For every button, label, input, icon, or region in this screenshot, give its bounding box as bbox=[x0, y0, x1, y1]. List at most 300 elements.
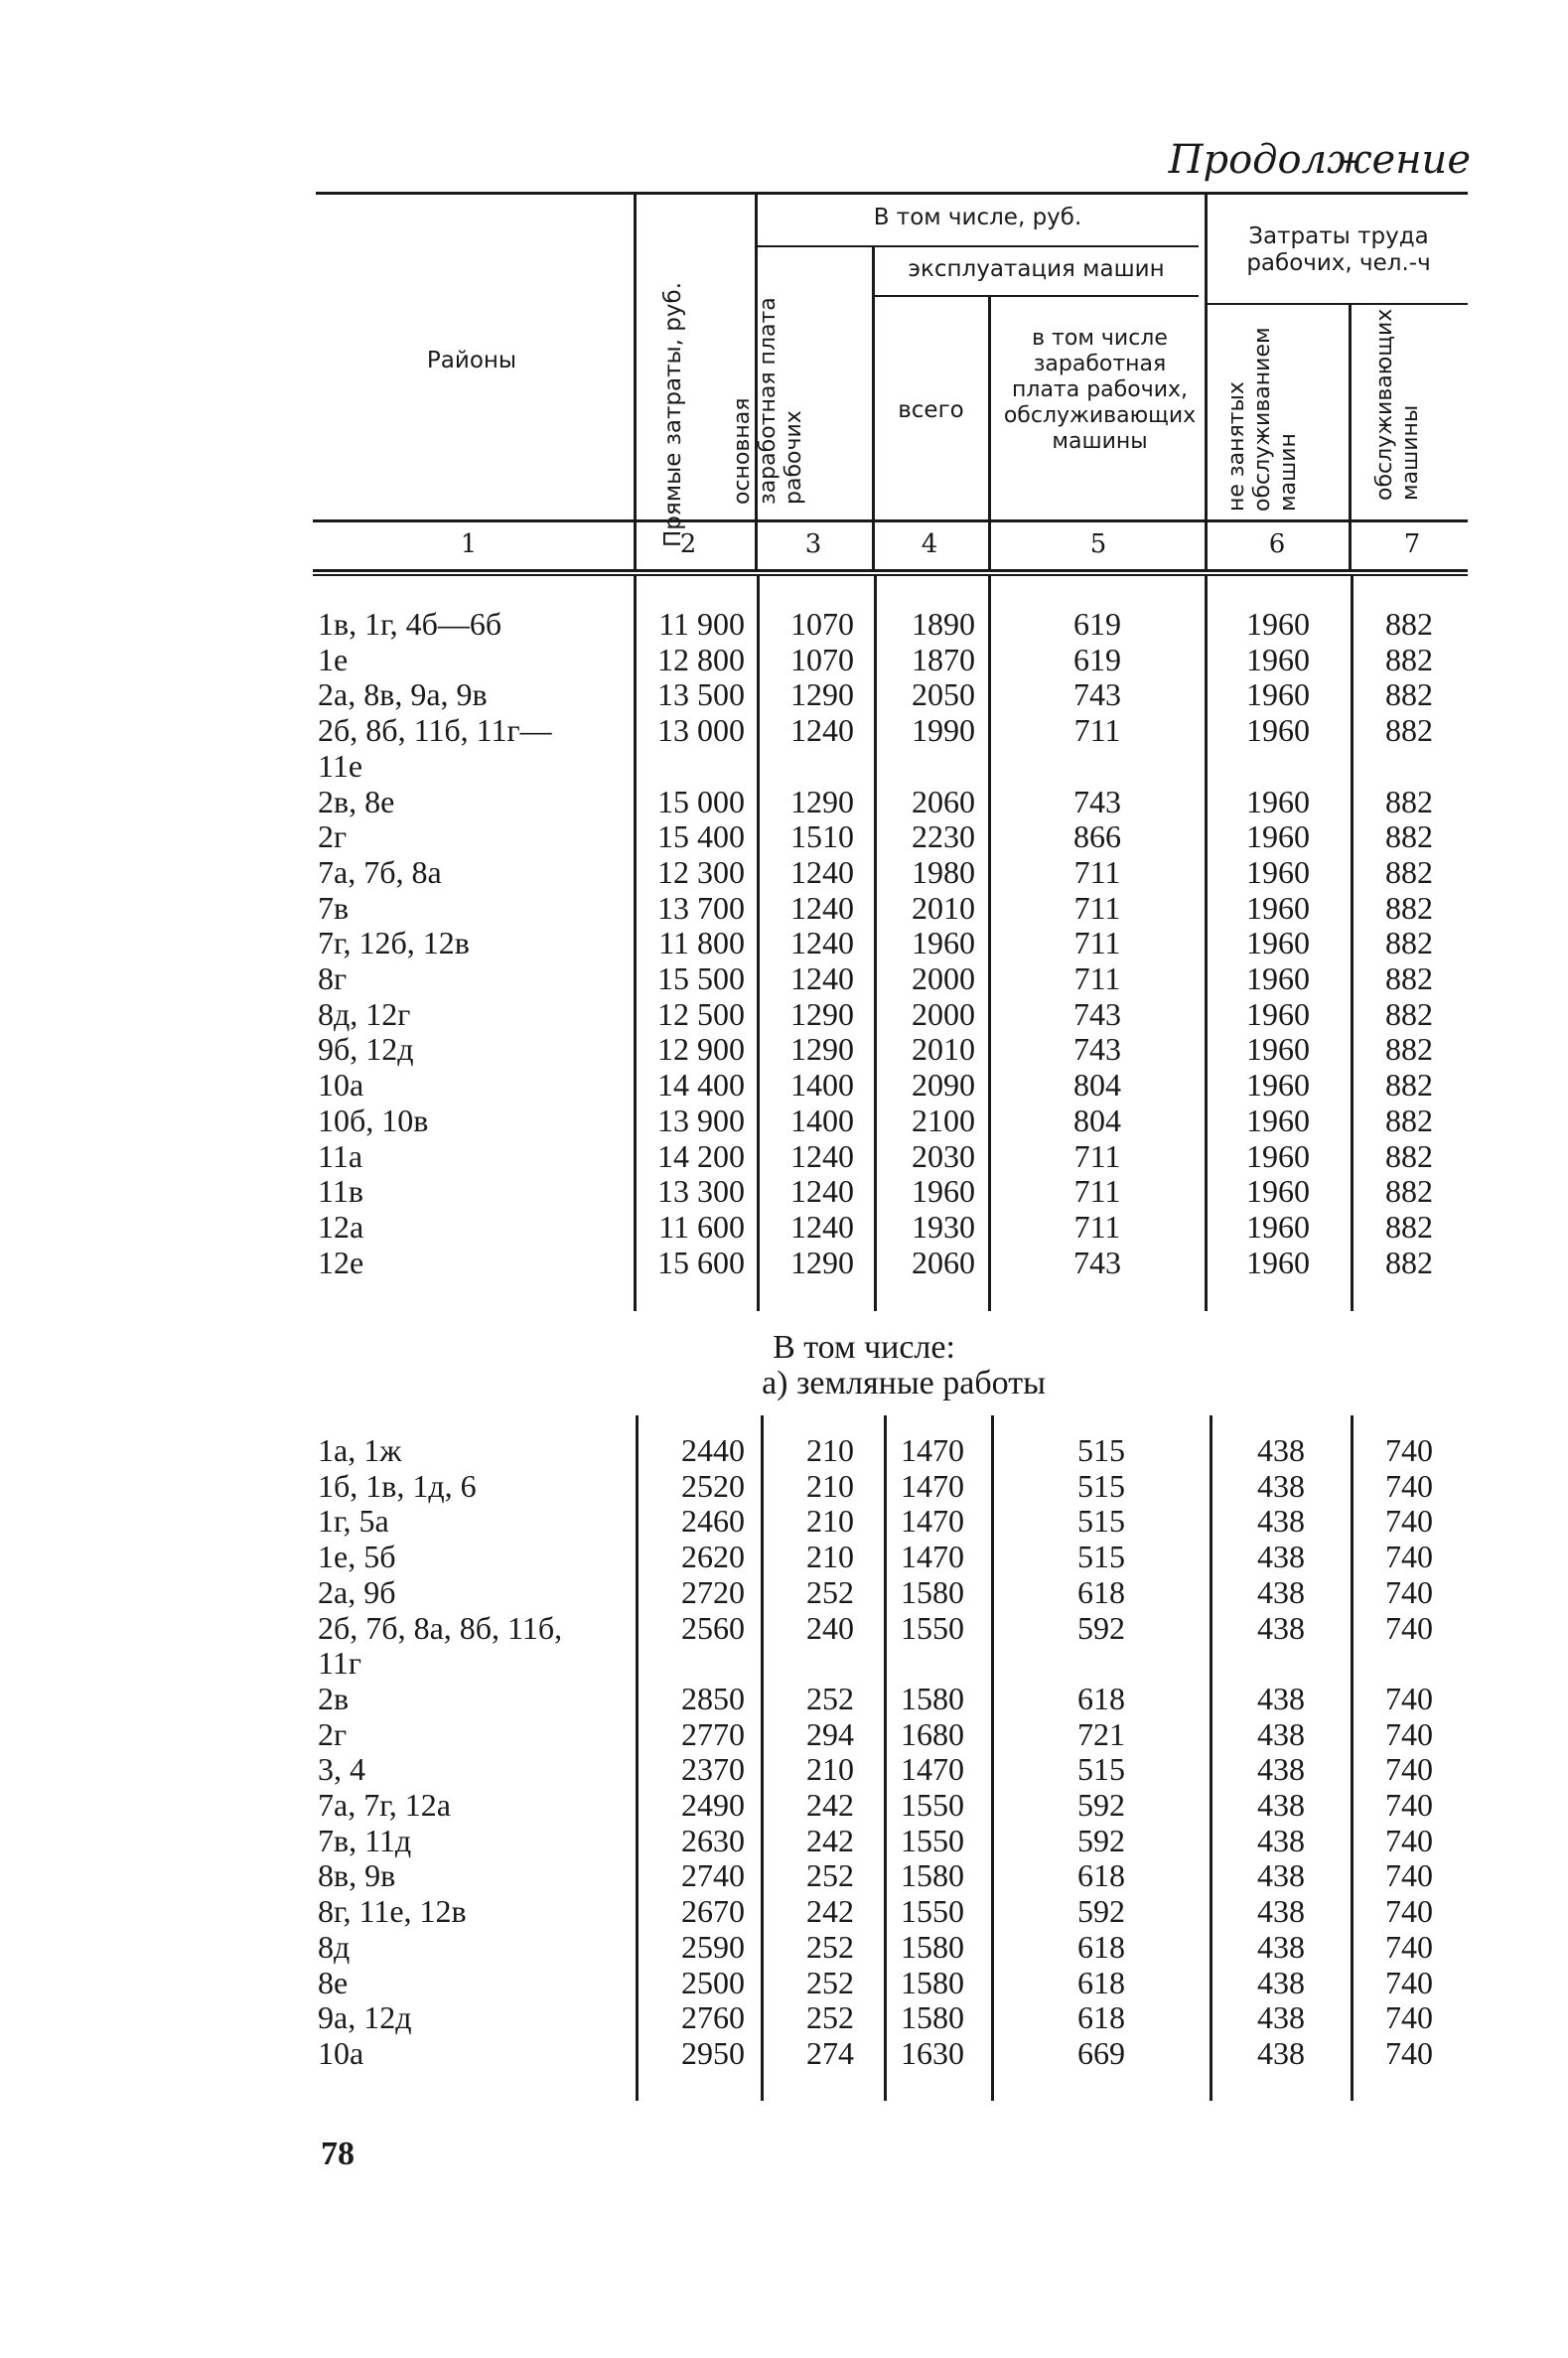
labor-not-occupied-cell: 438 bbox=[1257, 1964, 1305, 2000]
table-row bbox=[0, 642, 1568, 677]
column-number: 1 bbox=[460, 529, 478, 559]
machine-wages-cell: 804 bbox=[1073, 1102, 1121, 1138]
machine-total-cell: 1930 bbox=[912, 1208, 975, 1245]
table-row bbox=[0, 1138, 1568, 1174]
labor-not-occupied-cell: 438 bbox=[1257, 1715, 1305, 1752]
labor-servicing-cell: 882 bbox=[1385, 1173, 1433, 1210]
direct-costs-cell: 2560 bbox=[681, 1609, 745, 1646]
labor-servicing-cell: 740 bbox=[1385, 1928, 1433, 1965]
machine-wages-cell: 743 bbox=[1073, 1244, 1121, 1280]
labor-servicing-cell: 882 bbox=[1385, 925, 1433, 961]
table-row bbox=[0, 676, 1568, 712]
direct-costs-cell: 13 000 bbox=[657, 712, 745, 749]
direct-costs-cell: 11 900 bbox=[658, 606, 745, 642]
direct-costs-cell: 11 600 bbox=[658, 1208, 745, 1245]
table-row bbox=[0, 1716, 1568, 1752]
machine-wages-cell: 619 bbox=[1073, 641, 1121, 677]
direct-costs-cell: 2670 bbox=[681, 1893, 745, 1930]
page-number: 78 bbox=[321, 2136, 355, 2172]
labor-servicing-cell: 882 bbox=[1385, 1102, 1433, 1138]
region-cell: 8д, 12г bbox=[318, 995, 411, 1032]
table-row bbox=[0, 960, 1568, 996]
header-divider bbox=[988, 296, 991, 572]
column-number: 7 bbox=[1403, 529, 1421, 559]
subheading-including: В том числе: bbox=[773, 1329, 955, 1366]
base-wages-cell: 1400 bbox=[790, 1102, 854, 1138]
labor-servicing-cell: 882 bbox=[1385, 641, 1433, 677]
subheader-rule-3 bbox=[1207, 303, 1468, 305]
machine-wages-cell: 618 bbox=[1077, 1964, 1125, 2000]
labor-servicing-cell: 740 bbox=[1385, 1787, 1433, 1823]
machine-total-cell: 1990 bbox=[912, 712, 975, 749]
labor-not-occupied-cell: 1960 bbox=[1246, 889, 1310, 926]
table-row bbox=[0, 818, 1568, 854]
base-wages-cell: 1240 bbox=[790, 712, 854, 749]
labor-not-occupied-cell: 1960 bbox=[1246, 1067, 1310, 1104]
colnum-bottom-rule bbox=[313, 569, 1468, 572]
header-divider bbox=[634, 195, 637, 572]
base-wages-cell: 1400 bbox=[790, 1067, 854, 1104]
header-labor-costs: Затраты труда рабочих, чел.-ч bbox=[1246, 223, 1431, 276]
table-row bbox=[0, 1929, 1568, 1965]
region-cell: 10а bbox=[318, 2034, 364, 2071]
labor-not-occupied-cell: 438 bbox=[1257, 1609, 1305, 1646]
labor-servicing-cell: 740 bbox=[1385, 1751, 1433, 1788]
labor-not-occupied-cell: 438 bbox=[1257, 1928, 1305, 1965]
labor-not-occupied-cell: 438 bbox=[1257, 1467, 1305, 1504]
machine-total-cell: 1580 bbox=[901, 1964, 964, 2000]
base-wages-cell: 210 bbox=[806, 1432, 854, 1468]
table-row bbox=[0, 1067, 1568, 1103]
region-cell: 2б, 7б, 8а, 8б, 11б, bbox=[318, 1609, 563, 1646]
direct-costs-cell: 13 500 bbox=[657, 676, 745, 713]
direct-costs-cell: 2630 bbox=[681, 1822, 745, 1858]
labor-servicing-cell: 882 bbox=[1385, 1031, 1433, 1068]
machine-wages-cell: 711 bbox=[1073, 1208, 1121, 1245]
labor-servicing-cell: 882 bbox=[1385, 712, 1433, 749]
region-cell: 2в bbox=[318, 1680, 350, 1716]
labor-servicing-cell: 740 bbox=[1385, 1432, 1433, 1468]
labor-not-occupied-cell: 1960 bbox=[1246, 853, 1310, 890]
labor-not-occupied-cell: 438 bbox=[1257, 1751, 1305, 1788]
machine-wages-cell: 669 bbox=[1077, 2034, 1125, 2071]
labor-not-occupied-cell: 1960 bbox=[1246, 1244, 1310, 1280]
labor-servicing-cell: 882 bbox=[1385, 995, 1433, 1032]
region-cell: 12а bbox=[318, 1208, 364, 1245]
base-wages-cell: 252 bbox=[806, 1999, 854, 2036]
region-cell: 9б, 12д bbox=[318, 1031, 414, 1068]
base-wages-cell: 1240 bbox=[790, 1208, 854, 1245]
direct-costs-cell: 2370 bbox=[681, 1751, 745, 1788]
labor-not-occupied-cell: 438 bbox=[1257, 1680, 1305, 1716]
region-cell: 10б, 10в bbox=[318, 1102, 429, 1138]
base-wages-cell: 242 bbox=[806, 1822, 854, 1858]
table-row bbox=[0, 1645, 1568, 1681]
labor-servicing-cell: 882 bbox=[1385, 606, 1433, 642]
labor-not-occupied-cell: 438 bbox=[1257, 2034, 1305, 2071]
labor-servicing-cell: 882 bbox=[1385, 889, 1433, 926]
machine-total-cell: 2060 bbox=[912, 1244, 975, 1280]
region-cell: 11е bbox=[318, 747, 363, 784]
region-cell: 7в, 11д bbox=[318, 1822, 412, 1858]
labor-servicing-cell: 882 bbox=[1385, 1208, 1433, 1245]
table-row bbox=[0, 925, 1568, 960]
region-cell: 8д bbox=[318, 1928, 351, 1965]
region-cell: 1г, 5а bbox=[318, 1503, 389, 1540]
header-top-rule bbox=[316, 192, 1468, 195]
region-cell: 2а, 9б bbox=[318, 1573, 396, 1610]
labor-servicing-cell: 882 bbox=[1385, 1137, 1433, 1174]
table-row bbox=[0, 1610, 1568, 1646]
direct-costs-cell: 2460 bbox=[681, 1503, 745, 1540]
labor-not-occupied-cell: 438 bbox=[1257, 1432, 1305, 1468]
labor-not-occupied-cell: 1960 bbox=[1246, 606, 1310, 642]
labor-not-occupied-cell: 1960 bbox=[1246, 1137, 1310, 1174]
base-wages-cell: 1240 bbox=[790, 925, 854, 961]
subheading-earthworks: а) земляные работы bbox=[762, 1365, 1046, 1401]
base-wages-cell: 1240 bbox=[790, 853, 854, 890]
header-servicing: обслуживающих машины bbox=[1372, 308, 1423, 501]
labor-servicing-cell: 740 bbox=[1385, 1503, 1433, 1540]
base-wages-cell: 252 bbox=[806, 1573, 854, 1610]
machine-total-cell: 2000 bbox=[912, 960, 975, 996]
direct-costs-cell: 2590 bbox=[681, 1928, 745, 1965]
machine-total-cell: 2000 bbox=[912, 995, 975, 1032]
machine-total-cell: 1580 bbox=[901, 1573, 964, 1610]
header-including-rub: В том числе, руб. bbox=[873, 205, 1082, 230]
base-wages-cell: 210 bbox=[806, 1539, 854, 1575]
labor-not-occupied-cell: 438 bbox=[1257, 1573, 1305, 1610]
region-cell: 2в, 8е bbox=[318, 783, 395, 819]
machine-total-cell: 2050 bbox=[912, 676, 975, 713]
labor-not-occupied-cell: 1960 bbox=[1246, 818, 1310, 855]
labor-servicing-cell: 740 bbox=[1385, 1539, 1433, 1575]
base-wages-cell: 252 bbox=[806, 1928, 854, 1965]
header-total: всего bbox=[898, 397, 964, 423]
direct-costs-cell: 2490 bbox=[681, 1787, 745, 1823]
direct-costs-cell: 2950 bbox=[681, 2034, 745, 2071]
table-row bbox=[0, 1539, 1568, 1574]
machine-wages-cell: 592 bbox=[1077, 1893, 1125, 1930]
header-machine-operation: эксплуатация машин bbox=[908, 256, 1165, 282]
column-number: 6 bbox=[1268, 529, 1286, 559]
direct-costs-cell: 12 300 bbox=[657, 853, 745, 890]
region-cell: 11в bbox=[318, 1173, 363, 1210]
labor-not-occupied-cell: 1960 bbox=[1246, 995, 1310, 1032]
machine-wages-cell: 743 bbox=[1073, 995, 1121, 1032]
base-wages-cell: 242 bbox=[806, 1787, 854, 1823]
machine-total-cell: 1680 bbox=[901, 1715, 964, 1752]
table-row bbox=[0, 2035, 1568, 2071]
machine-wages-cell: 711 bbox=[1073, 1137, 1121, 1174]
base-wages-cell: 1290 bbox=[790, 995, 854, 1032]
machine-wages-cell: 592 bbox=[1077, 1822, 1125, 1858]
machine-wages-cell: 711 bbox=[1073, 853, 1121, 890]
base-wages-cell: 1240 bbox=[790, 889, 854, 926]
region-cell: 2г bbox=[318, 818, 348, 855]
header-regions: Районы bbox=[426, 348, 517, 373]
machine-wages-cell: 592 bbox=[1077, 1787, 1125, 1823]
region-cell: 8г bbox=[318, 960, 348, 996]
machine-wages-cell: 721 bbox=[1077, 1715, 1125, 1752]
direct-costs-cell: 14 400 bbox=[657, 1067, 745, 1104]
direct-costs-cell: 2760 bbox=[681, 1999, 745, 2036]
machine-wages-cell: 618 bbox=[1077, 1573, 1125, 1610]
region-cell: 7в bbox=[318, 889, 350, 926]
machine-wages-cell: 711 bbox=[1073, 925, 1121, 961]
direct-costs-cell: 15 400 bbox=[657, 818, 745, 855]
region-cell: 7а, 7б, 8а bbox=[318, 853, 442, 890]
direct-costs-cell: 2500 bbox=[681, 1964, 745, 2000]
table-row bbox=[0, 1468, 1568, 1504]
table-row bbox=[0, 1209, 1568, 1245]
direct-costs-cell: 15 600 bbox=[657, 1244, 745, 1280]
machine-wages-cell: 618 bbox=[1077, 1680, 1125, 1716]
labor-not-occupied-cell: 1960 bbox=[1246, 676, 1310, 713]
labor-servicing-cell: 882 bbox=[1385, 960, 1433, 996]
labor-servicing-cell: 740 bbox=[1385, 1715, 1433, 1752]
direct-costs-cell: 2720 bbox=[681, 1573, 745, 1610]
labor-not-occupied-cell: 438 bbox=[1257, 1787, 1305, 1823]
labor-not-occupied-cell: 438 bbox=[1257, 1539, 1305, 1575]
machine-total-cell: 1870 bbox=[912, 641, 975, 677]
machine-wages-cell: 743 bbox=[1073, 783, 1121, 819]
labor-not-occupied-cell: 438 bbox=[1257, 1857, 1305, 1894]
base-wages-cell: 1070 bbox=[790, 641, 854, 677]
machine-total-cell: 1550 bbox=[901, 1609, 964, 1646]
continued-label: Продолжение bbox=[1168, 137, 1471, 183]
machine-total-cell: 2090 bbox=[912, 1067, 975, 1104]
header-divider bbox=[1205, 195, 1208, 572]
base-wages-cell: 1290 bbox=[790, 1031, 854, 1068]
region-cell: 2г bbox=[318, 1715, 348, 1752]
machine-total-cell: 1630 bbox=[901, 2034, 964, 2071]
labor-not-occupied-cell: 438 bbox=[1257, 1822, 1305, 1858]
header-divider bbox=[1349, 304, 1352, 572]
header-bottom-rule bbox=[313, 519, 1468, 522]
region-cell: 7а, 7г, 12а bbox=[318, 1787, 451, 1823]
labor-servicing-cell: 882 bbox=[1385, 818, 1433, 855]
direct-costs-cell: 2850 bbox=[681, 1680, 745, 1716]
base-wages-cell: 240 bbox=[806, 1609, 854, 1646]
machine-total-cell: 2010 bbox=[912, 889, 975, 926]
labor-servicing-cell: 882 bbox=[1385, 1067, 1433, 1104]
region-cell: 8е bbox=[318, 1964, 349, 2000]
machine-wages-cell: 743 bbox=[1073, 1031, 1121, 1068]
region-cell: 2б, 8б, 11б, 11г— bbox=[318, 712, 552, 749]
region-cell: 11а bbox=[318, 1137, 363, 1174]
region-cell: 1е bbox=[318, 641, 349, 677]
region-cell: 8г, 11е, 12в bbox=[318, 1893, 467, 1930]
base-wages-cell: 210 bbox=[806, 1751, 854, 1788]
region-cell: 8в, 9в bbox=[318, 1857, 396, 1894]
labor-servicing-cell: 740 bbox=[1385, 1680, 1433, 1716]
labor-not-occupied-cell: 1960 bbox=[1246, 1102, 1310, 1138]
base-wages-cell: 252 bbox=[806, 1680, 854, 1716]
machine-wages-cell: 515 bbox=[1077, 1503, 1125, 1540]
region-cell: 2а, 8в, 9а, 9в bbox=[318, 676, 488, 713]
base-wages-cell: 294 bbox=[806, 1715, 854, 1752]
labor-not-occupied-cell: 1960 bbox=[1246, 1173, 1310, 1210]
table-row bbox=[0, 1503, 1568, 1539]
machine-total-cell: 1470 bbox=[901, 1751, 964, 1788]
table-row bbox=[0, 1103, 1568, 1138]
machine-wages-cell: 711 bbox=[1073, 712, 1121, 749]
labor-not-occupied-cell: 438 bbox=[1257, 1503, 1305, 1540]
labor-servicing-cell: 882 bbox=[1385, 783, 1433, 819]
machine-total-cell: 1470 bbox=[901, 1467, 964, 1504]
table-row bbox=[0, 1031, 1568, 1067]
table-row bbox=[0, 854, 1568, 890]
table-row bbox=[0, 1823, 1568, 1858]
machine-total-cell: 2030 bbox=[912, 1137, 975, 1174]
labor-not-occupied-cell: 1960 bbox=[1246, 960, 1310, 996]
machine-wages-cell: 804 bbox=[1073, 1067, 1121, 1104]
table-row bbox=[0, 1965, 1568, 2000]
direct-costs-cell: 2740 bbox=[681, 1857, 745, 1894]
header-incl-wages: в том числе заработная плата рабочих, обслуживающих машины bbox=[1003, 326, 1197, 454]
region-cell: 10а bbox=[318, 1067, 364, 1104]
machine-wages-cell: 515 bbox=[1077, 1539, 1125, 1575]
labor-not-occupied-cell: 438 bbox=[1257, 1999, 1305, 2036]
column-number: 2 bbox=[679, 529, 697, 559]
table-row bbox=[0, 606, 1568, 642]
base-wages-cell: 1240 bbox=[790, 1137, 854, 1174]
column-number: 3 bbox=[804, 529, 822, 559]
labor-not-occupied-cell: 1960 bbox=[1246, 712, 1310, 749]
region-cell: 1а, 1ж bbox=[318, 1432, 402, 1468]
header-base-wages: основная заработная плата рабочих bbox=[730, 297, 806, 505]
machine-wages-cell: 618 bbox=[1077, 1857, 1125, 1894]
machine-total-cell: 1960 bbox=[912, 1173, 975, 1210]
table-row bbox=[0, 784, 1568, 819]
machine-total-cell: 1550 bbox=[901, 1822, 964, 1858]
machine-wages-cell: 515 bbox=[1077, 1751, 1125, 1788]
direct-costs-cell: 11 800 bbox=[658, 925, 745, 961]
labor-servicing-cell: 740 bbox=[1385, 1573, 1433, 1610]
base-wages-cell: 1240 bbox=[790, 1173, 854, 1210]
machine-total-cell: 1470 bbox=[901, 1503, 964, 1540]
table-row bbox=[0, 1173, 1568, 1209]
base-wages-cell: 1290 bbox=[790, 783, 854, 819]
base-wages-cell: 1510 bbox=[790, 818, 854, 855]
labor-servicing-cell: 740 bbox=[1385, 1999, 1433, 2036]
machine-total-cell: 2100 bbox=[912, 1102, 975, 1138]
labor-not-occupied-cell: 1960 bbox=[1246, 783, 1310, 819]
machine-total-cell: 1580 bbox=[901, 1999, 964, 2036]
machine-total-cell: 1470 bbox=[901, 1432, 964, 1468]
header-direct-costs: Прямые затраты, руб. bbox=[660, 281, 686, 547]
direct-costs-cell: 13 700 bbox=[657, 889, 745, 926]
region-cell: 7г, 12б, 12в bbox=[318, 925, 470, 961]
table-row bbox=[0, 1999, 1568, 2035]
direct-costs-cell: 12 900 bbox=[657, 1031, 745, 1068]
base-wages-cell: 242 bbox=[806, 1893, 854, 1930]
base-wages-cell: 210 bbox=[806, 1467, 854, 1504]
region-cell: 12е bbox=[318, 1244, 364, 1280]
labor-servicing-cell: 740 bbox=[1385, 1964, 1433, 2000]
labor-not-occupied-cell: 1960 bbox=[1246, 925, 1310, 961]
machine-total-cell: 1580 bbox=[901, 1680, 964, 1716]
machine-total-cell: 2060 bbox=[912, 783, 975, 819]
table-row bbox=[0, 1857, 1568, 1893]
labor-servicing-cell: 740 bbox=[1385, 1893, 1433, 1930]
machine-wages-cell: 592 bbox=[1077, 1609, 1125, 1646]
direct-costs-cell: 13 300 bbox=[657, 1173, 745, 1210]
direct-costs-cell: 12 800 bbox=[657, 641, 745, 677]
labor-servicing-cell: 882 bbox=[1385, 676, 1433, 713]
table-row bbox=[0, 1432, 1568, 1468]
base-wages-cell: 1290 bbox=[790, 1244, 854, 1280]
labor-not-occupied-cell: 438 bbox=[1257, 1893, 1305, 1930]
table-row bbox=[0, 748, 1568, 784]
table-row bbox=[0, 712, 1568, 748]
direct-costs-cell: 13 900 bbox=[657, 1102, 745, 1138]
machine-total-cell: 1550 bbox=[901, 1893, 964, 1930]
direct-costs-cell: 2620 bbox=[681, 1539, 745, 1575]
machine-total-cell: 1980 bbox=[912, 853, 975, 890]
machine-wages-cell: 515 bbox=[1077, 1467, 1125, 1504]
direct-costs-cell: 15 500 bbox=[657, 960, 745, 996]
direct-costs-cell: 2440 bbox=[681, 1432, 745, 1468]
region-cell: 1б, 1в, 1д, 6 bbox=[318, 1467, 477, 1504]
machine-wages-cell: 618 bbox=[1077, 1928, 1125, 1965]
table-row bbox=[0, 1574, 1568, 1610]
machine-wages-cell: 619 bbox=[1073, 606, 1121, 642]
machine-total-cell: 1550 bbox=[901, 1787, 964, 1823]
machine-wages-cell: 711 bbox=[1073, 960, 1121, 996]
table-row bbox=[0, 1751, 1568, 1787]
table-row bbox=[0, 1245, 1568, 1280]
machine-total-cell: 1960 bbox=[912, 925, 975, 961]
machine-wages-cell: 618 bbox=[1077, 1999, 1125, 2036]
machine-total-cell: 2010 bbox=[912, 1031, 975, 1068]
machine-total-cell: 1470 bbox=[901, 1539, 964, 1575]
labor-not-occupied-cell: 1960 bbox=[1246, 1031, 1310, 1068]
machine-wages-cell: 711 bbox=[1073, 1173, 1121, 1210]
labor-not-occupied-cell: 1960 bbox=[1246, 641, 1310, 677]
labor-servicing-cell: 740 bbox=[1385, 2034, 1433, 2071]
labor-servicing-cell: 740 bbox=[1385, 1609, 1433, 1646]
region-cell: 3, 4 bbox=[318, 1751, 365, 1788]
table-row bbox=[0, 890, 1568, 926]
machine-wages-cell: 711 bbox=[1073, 889, 1121, 926]
base-wages-cell: 1290 bbox=[790, 676, 854, 713]
region-cell: 1е, 5б bbox=[318, 1539, 396, 1575]
base-wages-cell: 252 bbox=[806, 1964, 854, 2000]
machine-total-cell: 1890 bbox=[912, 606, 975, 642]
base-wages-cell: 1240 bbox=[790, 960, 854, 996]
base-wages-cell: 210 bbox=[806, 1503, 854, 1540]
labor-servicing-cell: 882 bbox=[1385, 853, 1433, 890]
labor-not-occupied-cell: 1960 bbox=[1246, 1208, 1310, 1245]
region-cell: 1в, 1г, 4б—6б bbox=[318, 606, 502, 642]
labor-servicing-cell: 882 bbox=[1385, 1244, 1433, 1280]
labor-servicing-cell: 740 bbox=[1385, 1467, 1433, 1504]
labor-servicing-cell: 740 bbox=[1385, 1822, 1433, 1858]
machine-total-cell: 2230 bbox=[912, 818, 975, 855]
machine-total-cell: 1580 bbox=[901, 1928, 964, 1965]
machine-wages-cell: 743 bbox=[1073, 676, 1121, 713]
table-row bbox=[0, 1787, 1568, 1823]
body-top-rule bbox=[313, 574, 1468, 576]
labor-servicing-cell: 740 bbox=[1385, 1857, 1433, 1894]
table-row bbox=[0, 1893, 1568, 1929]
base-wages-cell: 274 bbox=[806, 2034, 854, 2071]
machine-wages-cell: 515 bbox=[1077, 1432, 1125, 1468]
base-wages-cell: 252 bbox=[806, 1857, 854, 1894]
direct-costs-cell: 2520 bbox=[681, 1467, 745, 1504]
